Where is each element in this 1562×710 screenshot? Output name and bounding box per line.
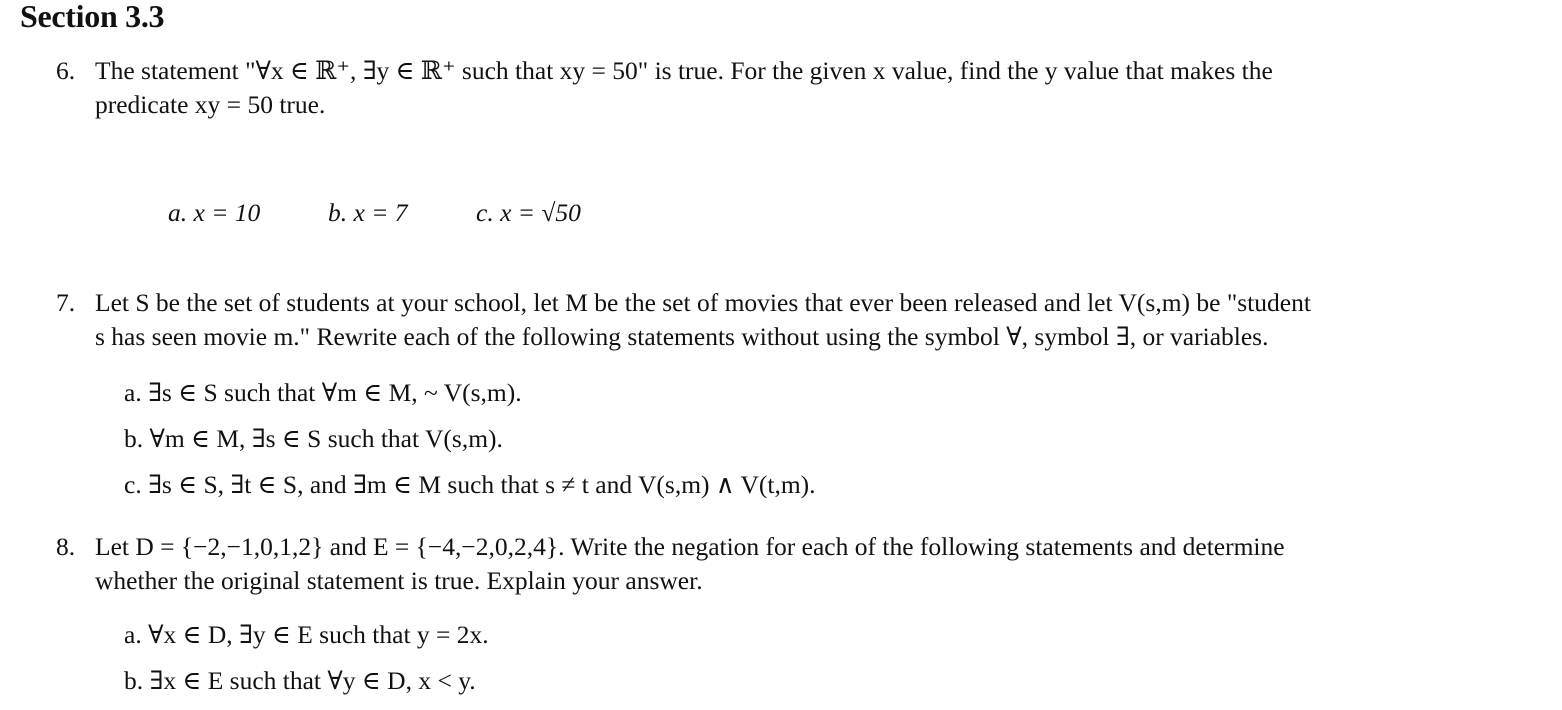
part-label: a.: [168, 198, 188, 227]
problem-line: The statement "∀x ∈ ℝ⁺, ∃y ∈ ℝ⁺ such that xy = 50" is true. For the given x value, find the y value that makes the: [95, 56, 1273, 85]
problem-7-item-b: [124, 424, 503, 454]
problem-7-item-c: [124, 470, 816, 500]
problem-number: 8.: [56, 532, 76, 561]
problem-7: [56, 286, 1526, 354]
part-c: [476, 198, 581, 228]
item-label: b.: [124, 666, 144, 695]
part-text: x = √50: [500, 198, 581, 227]
item-text: ∃x ∈ E such that ∀y ∈ D, x < y.: [149, 666, 476, 695]
item-label: c.: [124, 470, 142, 499]
problem-statement: [95, 286, 1526, 354]
problem-8: [56, 530, 1526, 598]
problem-number: 6.: [56, 56, 76, 85]
problem-line: Let S be the set of students at your school, let M be the set of movies that ever been released and let V(s,m) be "student: [95, 288, 1311, 317]
problem-8-item-a: [124, 620, 489, 650]
part-label: c.: [476, 198, 494, 227]
problem-8-item-b: [124, 666, 476, 696]
problem-statement: [95, 54, 1526, 122]
problem-line: whether the original statement is true. Explain your answer.: [95, 566, 703, 595]
problem-line: Let D = {−2,−1,0,1,2} and E = {−4,−2,0,2,4}. Write the negation for each of the following statements and determine: [95, 532, 1285, 561]
problem-7-item-a: [124, 378, 522, 408]
part-label: b.: [328, 198, 348, 227]
part-text: x = 10: [193, 198, 261, 227]
problem-number: 7.: [56, 288, 76, 317]
item-label: a.: [124, 378, 142, 407]
item-label: a.: [124, 620, 142, 649]
section-title: Section 3.3: [20, 0, 165, 34]
part-a: [168, 198, 260, 228]
problem-line: s has seen movie m." Rewrite each of the following statements without using the symbol ∀, symbol ∃, or variables.: [95, 322, 1269, 351]
item-text: ∀x ∈ D, ∃y ∈ E such that y = 2x.: [148, 620, 489, 649]
item-text: ∀m ∈ M, ∃s ∈ S such that V(s,m).: [149, 424, 503, 453]
problem-line: predicate xy = 50 true.: [95, 90, 326, 119]
problem-statement: [95, 530, 1526, 598]
item-text: ∃s ∈ S such that ∀m ∈ M, ~ V(s,m).: [148, 378, 522, 407]
problem-6: [56, 54, 1526, 122]
item-label: b.: [124, 424, 144, 453]
part-b: [328, 198, 408, 228]
part-text: x = 7: [353, 198, 408, 227]
item-text: ∃s ∈ S, ∃t ∈ S, and ∃m ∈ M such that s ≠ t and V(s,m) ∧ V(t,m).: [148, 470, 816, 499]
